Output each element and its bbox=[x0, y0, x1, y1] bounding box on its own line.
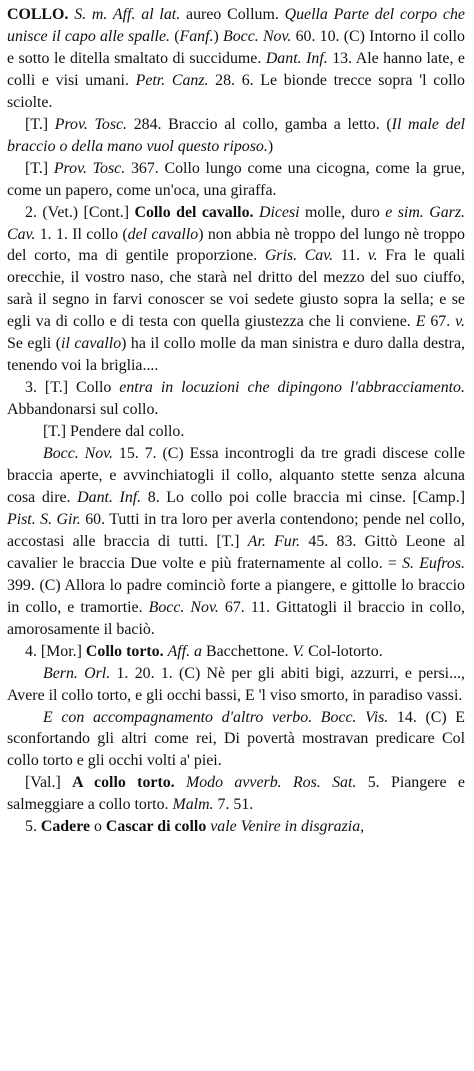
citation-text: v. bbox=[455, 313, 466, 331]
body-text: 45. 83. Gittò Leone al cavalier le braccia Due volte e più fraternamente al collo. = bbox=[7, 532, 465, 572]
body-text: 4. [Mor.] bbox=[25, 642, 86, 660]
citation-text: Quella Parte del corpo che unisce il capo alle spalle. bbox=[7, 6, 465, 45]
citation-text: S. Eufros. bbox=[402, 554, 465, 572]
citation-text: S. m. Aff. al lat. bbox=[68, 6, 187, 23]
entry-paragraph bbox=[7, 772, 465, 816]
headword-text: Cascar di collo bbox=[105, 818, 207, 836]
headword-text: Cadere bbox=[40, 818, 91, 836]
entry-intro bbox=[7, 4, 465, 114]
body-text: ( bbox=[169, 27, 180, 45]
body-text: 60. Tutti in tra loro per averla contendono; pende nel collo, accostasi alle braccia di tutti. [T.] bbox=[7, 510, 465, 550]
body-text: 67. bbox=[425, 313, 456, 331]
citation-text: Dant. Inf. bbox=[265, 49, 328, 67]
body-text: 399. (C) Allora lo padre cominciò forte a piangere, e gittolle lo braccio in collo, e tramortie. bbox=[7, 576, 465, 616]
body-text: molle, duro bbox=[299, 203, 386, 221]
body-text: Abbandonarsi sul collo. bbox=[7, 401, 159, 419]
body-text: o bbox=[90, 818, 106, 836]
citation-text: Fanf. bbox=[179, 27, 214, 45]
body-text: [T.] bbox=[25, 115, 55, 133]
body-text: 11. bbox=[333, 247, 368, 265]
body-text: 284. Braccio al collo, gamba a letto. ( bbox=[127, 115, 392, 133]
body-text: Collum. bbox=[221, 6, 285, 23]
entry-paragraph bbox=[7, 663, 465, 707]
body-text: 13. Ale hanno late, e colli e visi umani. bbox=[7, 49, 465, 89]
body-text: 60. 10. (C) Intorno il collo e sotto le ditella smaltato di succidume. bbox=[7, 27, 465, 67]
citation-text: Bocc. Nov. bbox=[223, 27, 292, 45]
headword-text: A collo torto. bbox=[72, 774, 175, 792]
body-text: Se egli ( bbox=[7, 335, 62, 353]
body-text bbox=[175, 774, 186, 791]
body-text: ) bbox=[267, 137, 274, 155]
body-text: 28. 6. Le bionde trecce sopra 'l collo sciolte. bbox=[7, 71, 465, 111]
entry-paragraph bbox=[7, 641, 465, 663]
citation-text: Prov. Tosc. bbox=[54, 115, 128, 133]
citation-text: v. bbox=[367, 247, 378, 265]
body-text: 1. 20. 1. (C) Nè per gli abiti bigi, azzurri, e persi..., Avere il collo torto, e gli occhi bassi, E 'l viso smorto, in paradiso vassi. bbox=[7, 664, 465, 704]
headword-text: Collo del cavallo. bbox=[134, 203, 254, 221]
citation-text: E bbox=[415, 313, 426, 331]
entry-paragraph bbox=[7, 202, 465, 378]
body-text: 15. 7. (C) Essa incontrogli da tre gradi discese colle braccia aperte, e avvinchiatogli il collo, alquanto stette senza alcuna cosa dire. bbox=[7, 445, 466, 506]
body-text: Col-lotorto. bbox=[304, 642, 383, 660]
body-text: 7. 51. bbox=[213, 796, 254, 814]
body-text: 5. Piangere e salmeggiare a collo torto. bbox=[7, 774, 465, 814]
body-text: 5. bbox=[25, 818, 41, 836]
body-text: 1. 1. Il collo ( bbox=[35, 225, 128, 243]
citation-text: Pist. S. Gir. bbox=[7, 510, 81, 528]
body-text: 367. Collo lungo come una cicogna, come la grue, come un papero, come un'oca, una giraffa. bbox=[7, 159, 465, 199]
citation-text: Bern. Orl. bbox=[43, 664, 111, 682]
headword-text: COLLO. bbox=[7, 6, 69, 23]
citation-text: del cavallo bbox=[127, 225, 199, 243]
body-text: 67. 11. Gittatogli il braccio in collo, amorosamente il baciò. bbox=[7, 598, 466, 638]
entry-paragraph bbox=[7, 114, 465, 158]
entry-paragraph bbox=[7, 816, 465, 838]
citation-text: Dicesi bbox=[258, 203, 300, 221]
citation-text: Dant. Inf. bbox=[77, 488, 142, 506]
citation-text: Bocc. Nov. bbox=[43, 445, 114, 463]
citation-text: entra in locuzioni che dipingono l'abbracciamento. bbox=[119, 379, 465, 397]
body-text: [Val.] bbox=[25, 774, 73, 792]
citation-text: Aff. a bbox=[167, 642, 203, 660]
body-text: 14. (C) E sconfortando gli altri come rei, Di povertà mostravan predicare Col collo torto e gli occhi volti a' piei. bbox=[7, 708, 465, 770]
body-text: 3. [T.] Collo bbox=[25, 379, 120, 397]
body-text: ) bbox=[213, 27, 223, 45]
body-text: 2. (Vet.) [Cont.] bbox=[25, 203, 135, 221]
body-text: Bacchettone. bbox=[202, 642, 293, 660]
citation-text: Petr. Canz. bbox=[135, 71, 209, 89]
entry-paragraph bbox=[7, 707, 465, 773]
body-text: [T.] Pendere dal collo. bbox=[43, 423, 185, 441]
citation-text: Il male del braccio o della mano vuol questo riposo. bbox=[7, 115, 465, 155]
citation-text: Modo avverb. Ros. Sat. bbox=[186, 774, 357, 792]
body-text: Fra le quali orecchie, il vostro naso, che starà nel dritto del mezzo del suo ciuffo, sarà il segno in farvi conoscer se voi sedete giusto sopra la sella; e se egli va di collo e di testa con quella giustezza che li conviene. bbox=[7, 247, 466, 331]
body-text: 8. Lo collo poi colle braccia mi cinse. [Camp.] bbox=[141, 488, 466, 506]
citation-text: Prov. Tosc. bbox=[53, 159, 126, 177]
citation-text: Gris. Cav. bbox=[264, 247, 334, 265]
body-text: ) ha il collo molle da man sinistra e duro dalla destra, tenendo voi la briglia.... bbox=[7, 335, 465, 375]
entry-body bbox=[7, 114, 465, 838]
body-text: ) non abbia nè troppo del lungo nè troppo del corto, ma di gentile proporzione. bbox=[7, 225, 465, 265]
entry-paragraph bbox=[7, 158, 465, 202]
citation-text: il cavallo bbox=[61, 335, 122, 353]
entry-paragraph bbox=[7, 377, 465, 421]
citation-text: Malm. bbox=[172, 796, 214, 814]
headword-text: Collo torto. bbox=[85, 642, 164, 660]
citation-text: Bocc. Nov. bbox=[148, 598, 219, 616]
body-text: [T.] bbox=[25, 159, 54, 177]
citation-text: Ar. Fur. bbox=[247, 532, 301, 550]
citation-text: V. bbox=[292, 642, 305, 660]
entry-paragraph bbox=[7, 443, 465, 641]
citation-text: e sim. Garz. Cav. bbox=[7, 203, 465, 243]
entry-paragraph bbox=[7, 421, 465, 443]
body-text: aureo bbox=[186, 6, 222, 23]
citation-text: vale Venire in disgrazia, bbox=[210, 818, 365, 836]
citation-text: E con accompagnamento d'altro verbo. Bocc. Vis. bbox=[43, 708, 389, 726]
